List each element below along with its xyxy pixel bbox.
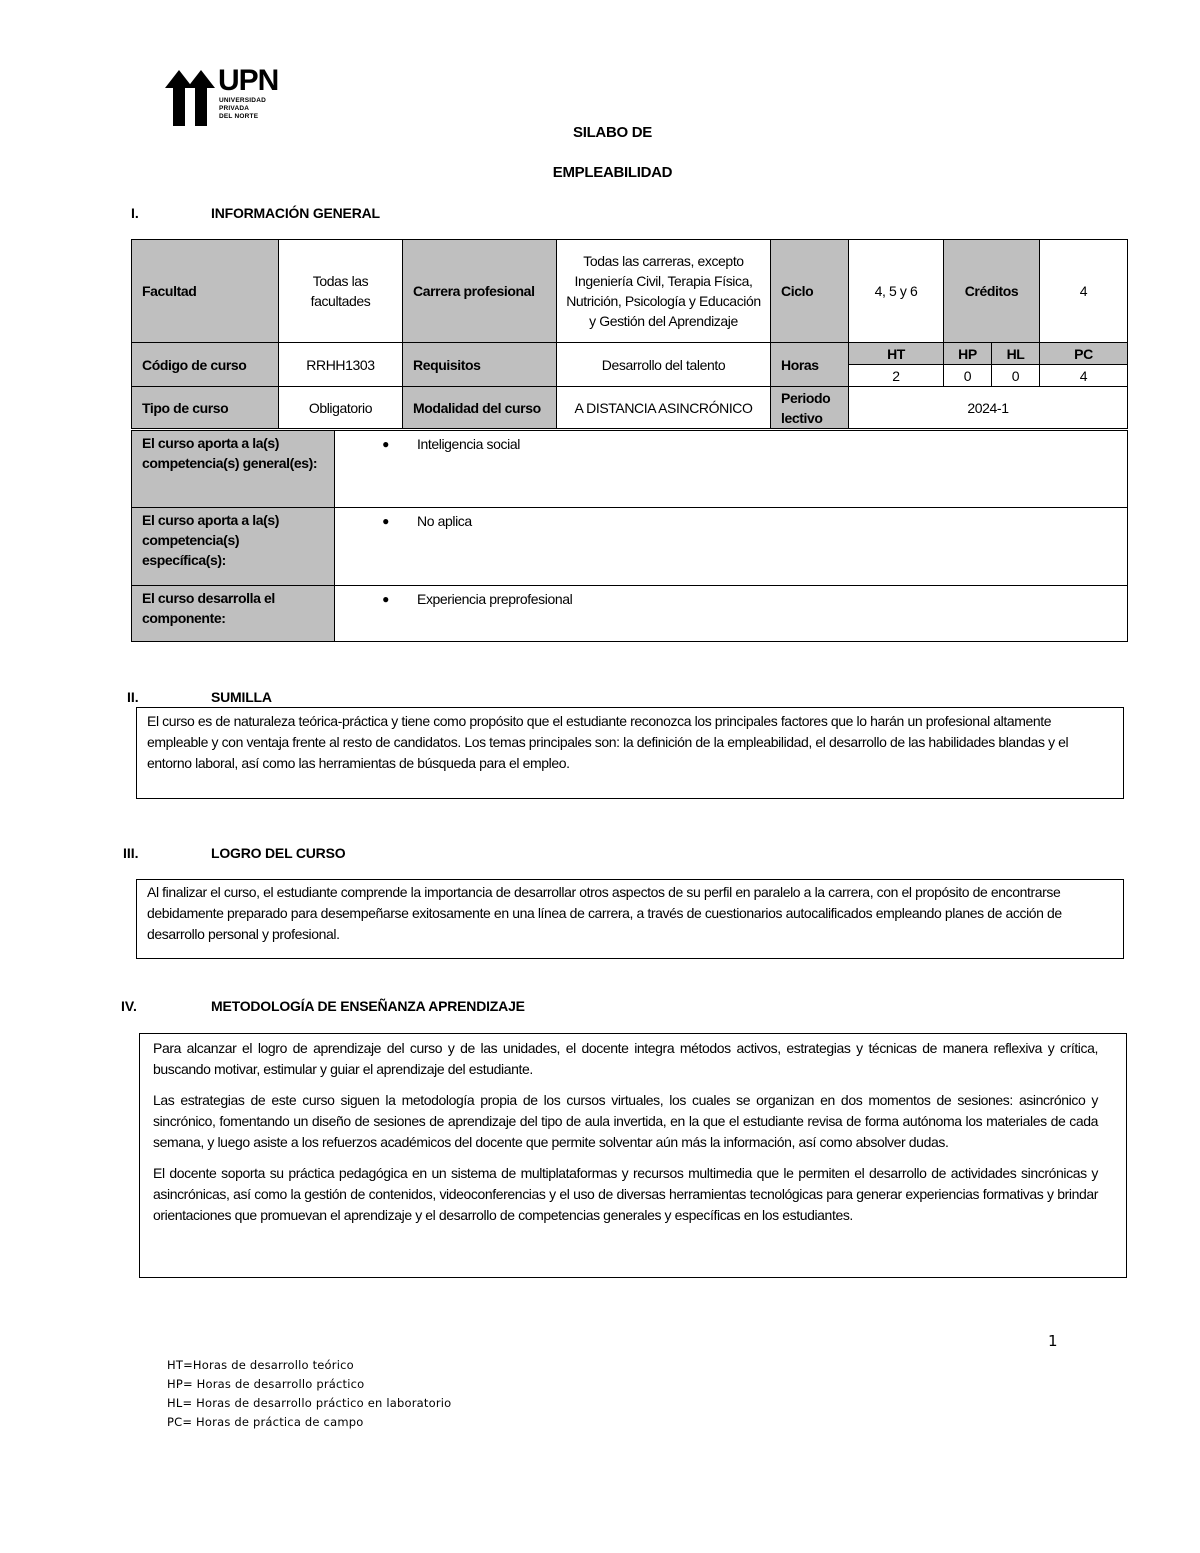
- codigo-label: Código de curso: [132, 343, 279, 387]
- bullet-icon: ●: [382, 592, 389, 606]
- ciclo-label: Ciclo: [771, 240, 849, 343]
- ht-value: 2: [849, 365, 944, 387]
- section-number-metodologia: IV.: [121, 998, 137, 1014]
- bullet-icon: ●: [382, 437, 389, 451]
- document-title: SILABO DE: [573, 124, 652, 141]
- modalidad-value: A DISTANCIA ASINCRÓNICO: [557, 387, 771, 429]
- hp-label: HP: [944, 343, 992, 365]
- competencia-especifica-value: No aplica: [417, 513, 472, 529]
- componente-value: Experiencia preprofesional: [417, 591, 573, 607]
- footnotes: [167, 1356, 451, 1432]
- footnote: PC= Horas de práctica de campo: [167, 1415, 364, 1429]
- componente-label: El curso desarrolla el componente:: [132, 586, 335, 642]
- bullet-icon: ●: [382, 514, 389, 528]
- hl-value: 0: [992, 365, 1040, 387]
- list-item: [335, 589, 1127, 609]
- section-title-info: INFORMACIÓN GENERAL: [211, 205, 380, 221]
- footnote: HT=Horas de desarrollo teórico: [167, 1358, 354, 1372]
- facultad-label: Facultad: [132, 240, 279, 343]
- tipo-label: Tipo de curso: [132, 387, 279, 429]
- competencias-table: [131, 430, 1128, 642]
- requisitos-label: Requisitos: [403, 343, 557, 387]
- periodo-value: 2024-1: [849, 387, 1128, 429]
- codigo-value: RRHH1303: [279, 343, 403, 387]
- metodologia-paragraph: Las estrategias de este curso siguen la metodología propia de los cursos virtuales, los cuales se organizan en dos momentos de sesiones: asincrónico y sincrónico, fomentando un diseño de sesiones de aprendizaje del tipo de aula invertida, en la que el estudiante revisa de forma autónoma los materiales de cada semana, y luego asiste a los refuerzos académicos del docente que permite solventar aún más la información, así como absolver dudas.: [153, 1092, 1098, 1150]
- tipo-value: Obligatorio: [279, 387, 403, 429]
- logo-subtitle: UNIVERSIDAD PRIVADA DEL NORTE: [219, 97, 266, 120]
- periodo-label: Periodo lectivo: [771, 387, 849, 429]
- pc-value: 4: [1040, 365, 1128, 387]
- facultad-value: Todas las facultades: [279, 240, 403, 343]
- modalidad-label: Modalidad del curso: [403, 387, 557, 429]
- list-item: [335, 511, 1127, 531]
- horas-label: Horas: [771, 343, 849, 387]
- ciclo-value: 4, 5 y 6: [849, 240, 944, 343]
- section-title-sumilla: SUMILLA: [211, 689, 272, 705]
- metodologia-paragraph: El docente soporta su práctica pedagógica en un sistema de multiplataformas y recursos multimedia que le permiten el desarrollo de actividades sincrónicas y asincrónicas, así como la gestión de contenidos, videoconferencias y el uso de diversas herramientas tecnológicas para generar experiencias formativas y brindar orientaciones que promuevan el aprendizaje y el desarrollo de competencias generales y específicas en los estudiantes.: [153, 1165, 1098, 1223]
- logro-text: Al finalizar el curso, el estudiante comprende la importancia de desarrollar otros aspectos de su perfil en paralelo a la carrera, con el propósito de encontrarse debidamente preparado para desempeñarse exitosamente en una línea de carrera, a través de cuestionarios autocalificados empleando planes de acción de desarrollo personal y profesional.: [147, 884, 1062, 942]
- carrera-label: Carrera profesional: [403, 240, 557, 343]
- logo-name: UPN: [218, 64, 279, 97]
- general-info-table: [131, 239, 1128, 429]
- pc-label: PC: [1040, 343, 1128, 365]
- logro-box: [136, 879, 1124, 959]
- sumilla-text: El curso es de naturaleza teórica-práctica y tiene como propósito que el estudiante reconozca los principales factores que lo harán un profesional altamente empleable y con ventaja frente al resto de candidatos. Los temas principales son: la definición de la empleabilidad, el desarrollo de las habilidades blandas y el entorno laboral, así como las herramientas de búsqueda para el empleo.: [147, 713, 1069, 771]
- course-title: EMPLEABILIDAD: [552, 164, 673, 181]
- page-number: 1: [1048, 1332, 1058, 1350]
- metodologia-box: [139, 1033, 1127, 1278]
- section-title-logro: LOGRO DEL CURSO: [211, 845, 346, 861]
- section-title-metodologia: METODOLOGÍA DE ENSEÑANZA APRENDIZAJE: [211, 998, 525, 1014]
- hp-value: 0: [944, 365, 992, 387]
- metodologia-paragraph: Para alcanzar el logro de aprendizaje del curso y de las unidades, el docente integra métodos activos, estrategias y técnicas de manera reflexiva y crítica, buscando motivar, estimular y guiar el aprendizaje del estudiante.: [153, 1040, 1098, 1077]
- list-item: [335, 434, 1127, 454]
- footnote: HP= Horas de desarrollo práctico: [167, 1377, 365, 1391]
- carrera-value: Todas las carreras, excepto Ingeniería Civil, Terapia Física, Nutrición, Psicología y Educación y Gestión del Aprendizaje: [557, 240, 771, 343]
- creditos-value: 4: [1040, 240, 1128, 343]
- section-number-logro: III.: [123, 845, 139, 861]
- creditos-label: Créditos: [944, 240, 1040, 343]
- sumilla-box: [136, 707, 1124, 799]
- requisitos-value: Desarrollo del talento: [557, 343, 771, 387]
- section-number-info: I.: [131, 205, 139, 221]
- competencia-general-value: Inteligencia social: [417, 436, 520, 452]
- ht-label: HT: [849, 343, 944, 365]
- footnote: HL= Horas de desarrollo práctico en laboratorio: [167, 1396, 452, 1410]
- hl-label: HL: [992, 343, 1040, 365]
- section-number-sumilla: II.: [127, 689, 139, 705]
- competencia-general-label: El curso aporta a la(s) competencia(s) general(es):: [132, 431, 335, 508]
- competencia-especifica-label: El curso aporta a la(s) competencia(s) específica(s):: [132, 508, 335, 586]
